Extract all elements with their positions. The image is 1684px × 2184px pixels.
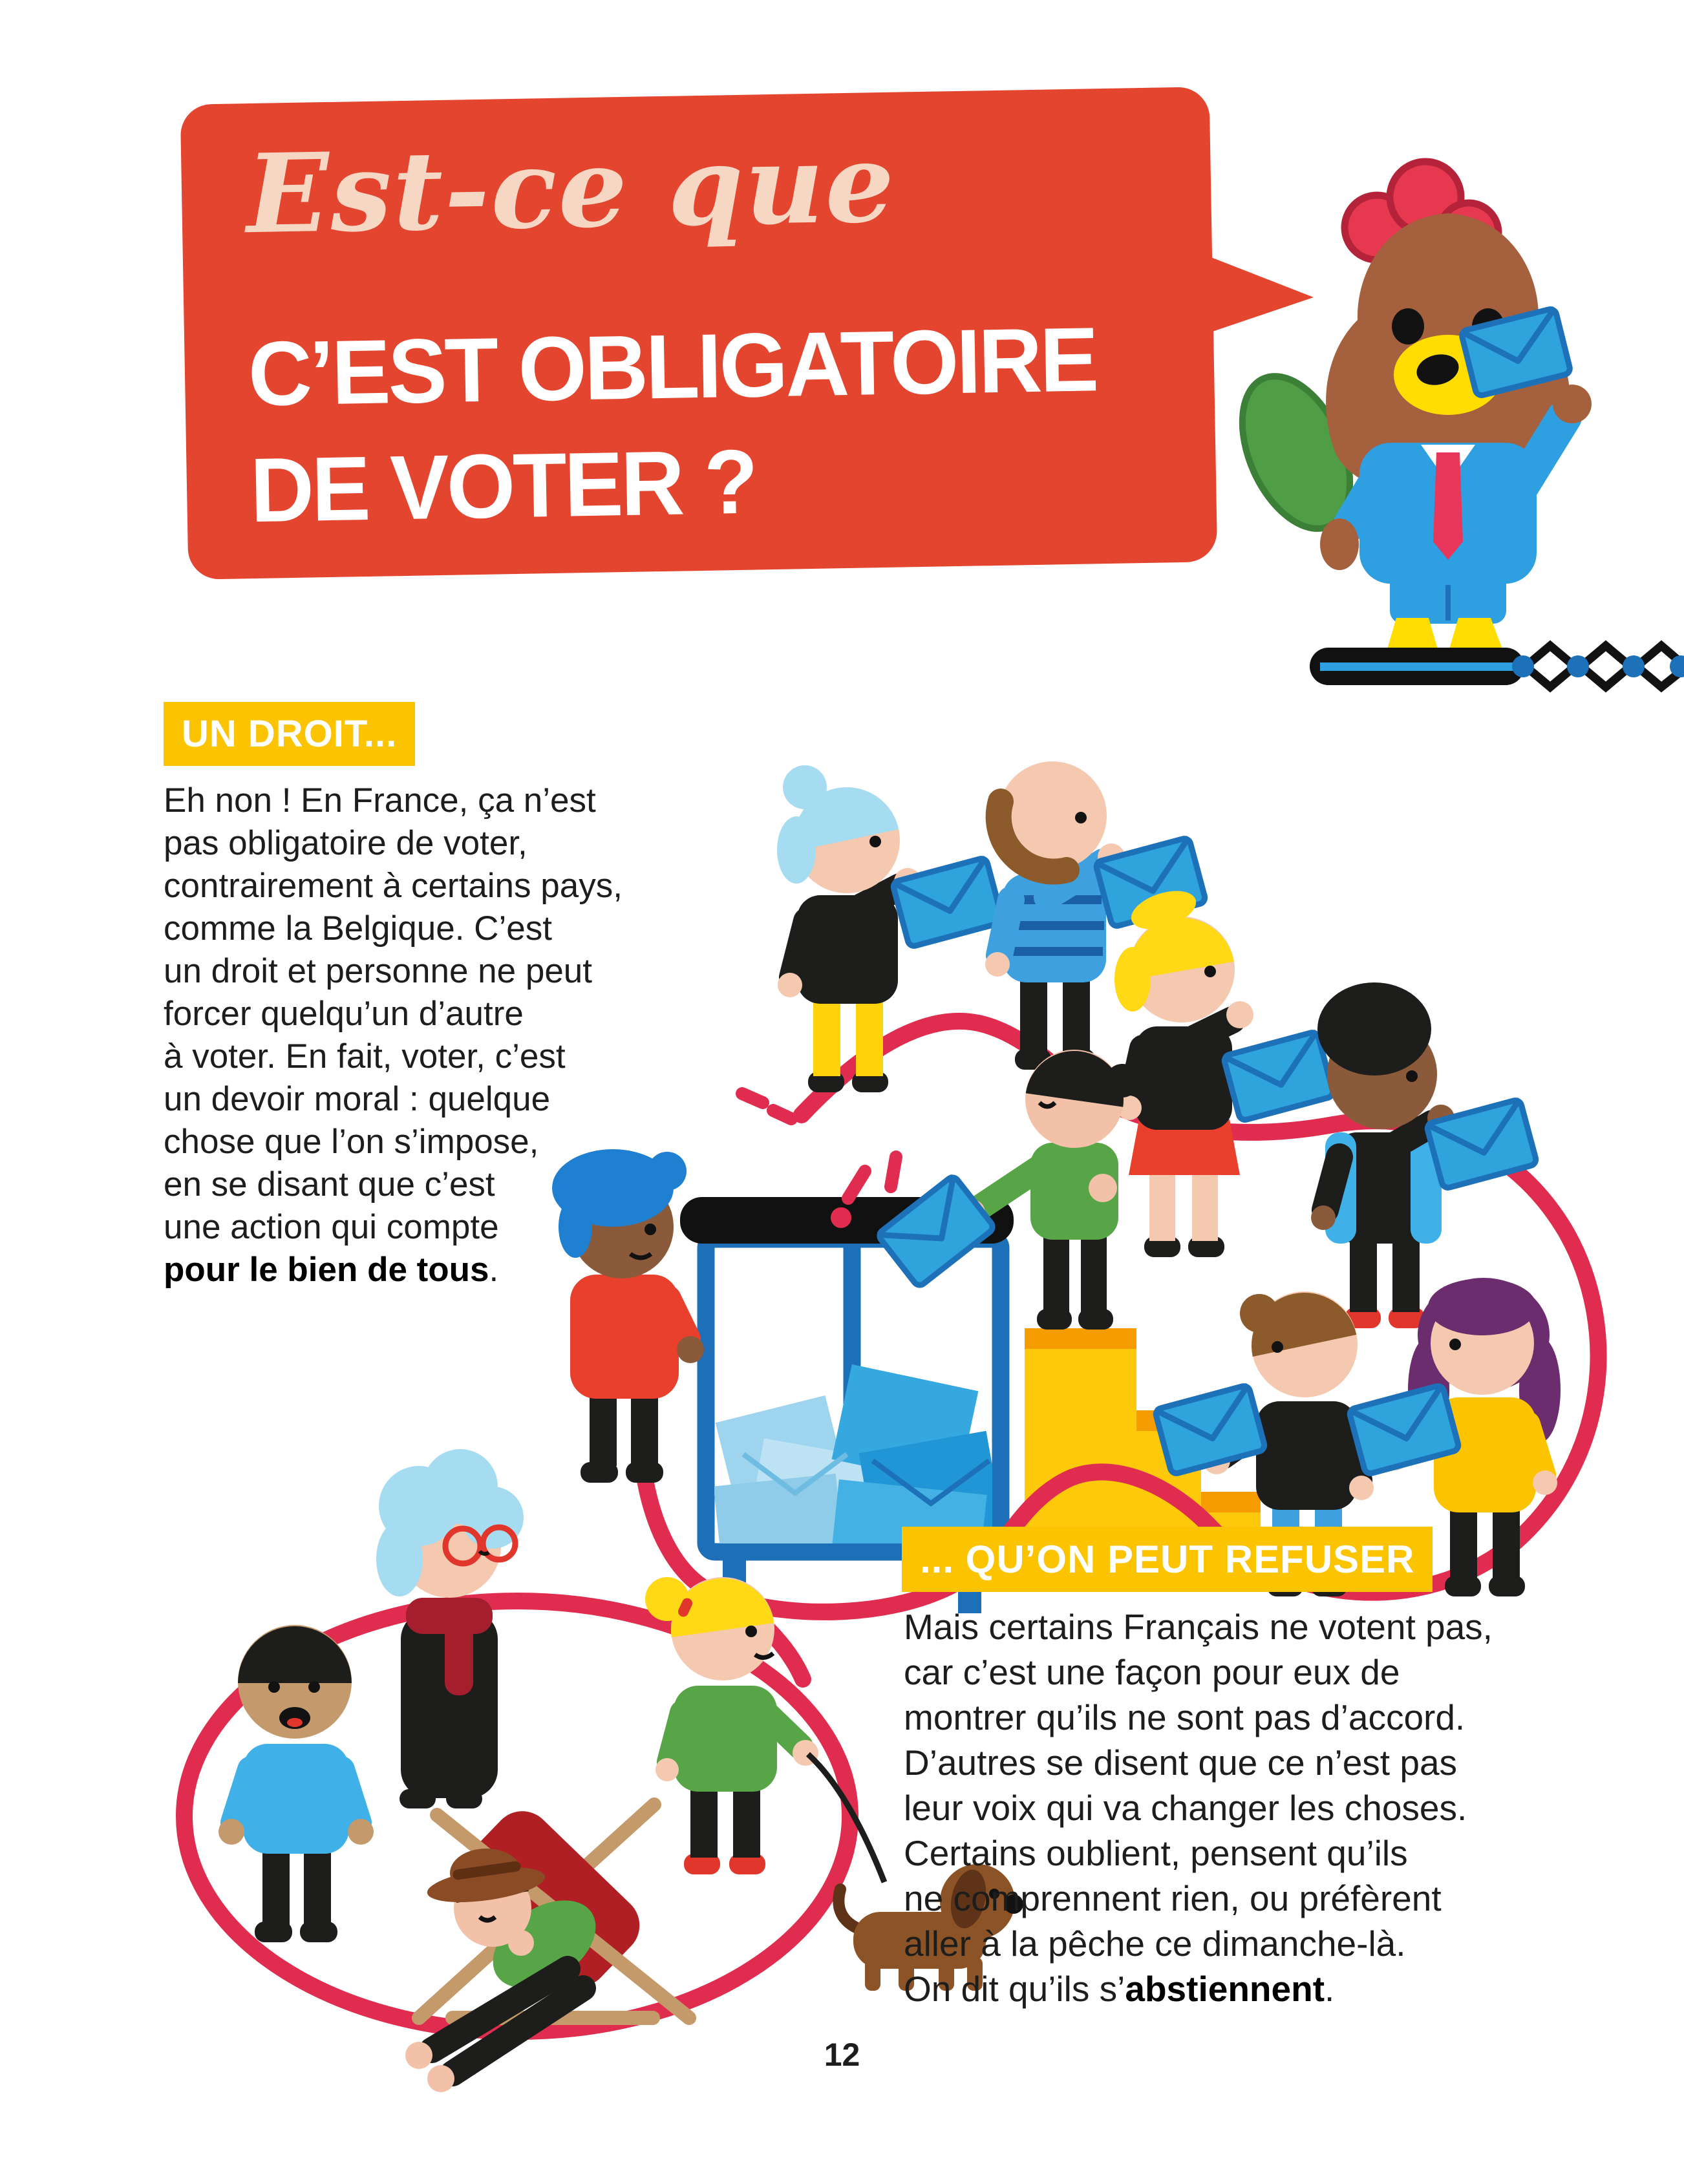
section-body-refuser: Mais certains Français ne votent pas, car c’est une façon pour eux de montrer qu’ils ne sont pas d’accord. D’autres se disent que ce n’est pas leur voix qui va changer les choses. Certains oublient, pensent qu’ils ne comprennent rien, ou préfèrent aller à la pêche ce dimanche-là. On dit qu’ils s’abstiennent. (904, 1607, 1493, 2009)
abstainer-man-blue-tee (218, 1625, 374, 1942)
page-title-line1: C’EST OBLIGATOIRE (247, 308, 1098, 425)
envelope-icon (1223, 1031, 1334, 1121)
rooster-mascot (1220, 162, 1592, 649)
pen-perch (1310, 646, 1684, 687)
envelope-icon (1155, 1384, 1266, 1474)
section-heading-refuser: ... QU’ON PEUT REFUSER (902, 1527, 1433, 1592)
chain-icon (1526, 646, 1684, 687)
page-title-line2: DE VOTER ? (249, 430, 757, 542)
voter-man-blue-jacket (1311, 982, 1537, 1328)
rooster-tie (1433, 452, 1463, 560)
section-heading-un-droit: UN DROIT... (164, 702, 415, 766)
voter-blonde-red-skirt (1114, 884, 1334, 1257)
title-speech-bubble (180, 87, 1218, 580)
abstainer-grandmother (376, 1449, 524, 1808)
title-script-line: Est-ce que (245, 118, 897, 259)
section-body-un-droit: Eh non ! En France, ça n’est pas obligatoire de voter, contrairement à certains pays, comme la Belgique. C’est un droit et personne ne peut forcer quelqu’un d’autre à voter. En fait, voter, c’est un devoir moral : quelque chose que l’on s’impose, en se disant que c’est une action qui compte pour le bien de tous. (164, 781, 623, 1289)
page-number: 12 (824, 2037, 860, 2073)
